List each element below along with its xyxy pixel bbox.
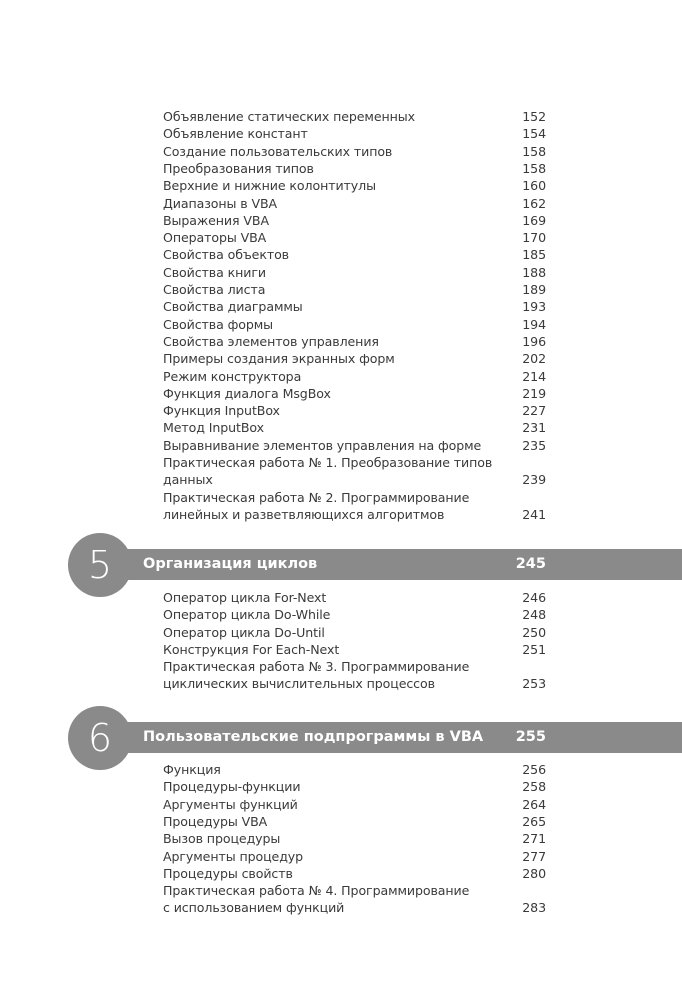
toc-entry-title: Выражения VBA <box>163 212 269 228</box>
toc-entry-page: 253 <box>522 676 546 692</box>
toc-entry-page: 246 <box>522 590 546 605</box>
toc-entry-title: Преобразования типов <box>163 160 314 176</box>
toc-entry-page: 235 <box>522 437 546 453</box>
toc-entry-page: 251 <box>522 641 546 657</box>
toc-entry-page: 158 <box>522 160 546 176</box>
toc-entry-title: Оператор цикла Do-While <box>163 607 331 623</box>
toc-entry-title: Свойства объектов <box>163 247 289 263</box>
toc-entry-multiline <box>163 882 546 917</box>
toc-entry-title-line1: Практическая работа № 2. Программирование <box>163 489 470 505</box>
toc-entry <box>163 402 546 419</box>
toc-entry-title: Метод InputBox <box>163 420 264 436</box>
toc-entry-title-line1: Практическая работа № 3. Программирование <box>163 659 470 675</box>
toc-entry-title: Диапазоны в VBA <box>163 195 278 211</box>
toc-entry-page: 160 <box>522 178 546 194</box>
toc-entry <box>163 350 546 367</box>
toc-entry-page: 154 <box>522 126 546 142</box>
toc-entry-page: 214 <box>522 368 546 384</box>
toc-entry-title: Примеры создания экранных форм <box>163 351 395 367</box>
toc-entry <box>163 848 546 865</box>
toc-entry <box>163 333 546 350</box>
toc-entry <box>163 641 546 658</box>
toc-entry-title: Свойства формы <box>163 316 274 332</box>
chapter-6-title: Пользовательские подпрограммы в VBA <box>143 729 484 745</box>
toc-entry-title: Создание пользовательских типов <box>163 143 393 159</box>
toc-entry-page: 196 <box>522 333 546 349</box>
toc-entry-title: Вызов процедуры <box>163 831 281 847</box>
toc-entry-page: 219 <box>522 385 546 401</box>
toc-entry-title-line2: циклических вычислительных процессов <box>163 676 435 692</box>
toc-entry-title-line2: линейных и разветвляющихся алгоритмов <box>163 506 445 522</box>
toc-entry-page: 248 <box>522 607 546 623</box>
toc-entry <box>163 813 546 830</box>
toc-entry-title: Оператор цикла Do-Until <box>163 624 325 640</box>
toc-entry-title: Аргументы функций <box>163 796 298 812</box>
toc-entry-page: 193 <box>522 299 546 315</box>
toc-entry <box>163 368 546 385</box>
toc-entry <box>163 796 546 813</box>
toc-entry-page: 258 <box>522 779 546 795</box>
toc-entry-page: 280 <box>522 865 546 881</box>
toc-entry <box>163 108 546 125</box>
toc-entry-title: Оператор цикла For-Next <box>163 590 327 605</box>
toc-entry <box>163 865 546 882</box>
toc-entry-page: 158 <box>522 143 546 159</box>
toc-entry-multiline <box>163 658 546 693</box>
toc-entry-page: 185 <box>522 247 546 263</box>
toc-entry-title-line2: с использованием функций <box>163 900 345 916</box>
toc-entry-title: Функция <box>163 762 221 777</box>
toc-entry-page: 271 <box>522 831 546 847</box>
toc-entry-title: Процедуры VBA <box>163 813 268 829</box>
toc-entry <box>163 830 546 847</box>
toc-entry-multiline <box>163 454 546 489</box>
toc-entry-title: Верхние и нижние колонтитулы <box>163 178 376 194</box>
toc-entry <box>163 212 546 229</box>
toc-entry-page: 241 <box>522 506 546 522</box>
chapter-5-number: 5 <box>68 533 132 597</box>
toc-entry-page: 162 <box>522 195 546 211</box>
chapter-6-number: 6 <box>68 706 132 770</box>
toc-entry-title: Выравнивание элементов управления на форме <box>163 437 482 453</box>
toc-entry <box>163 246 546 263</box>
toc-entry <box>163 385 546 402</box>
toc-entry-page: 194 <box>522 316 546 332</box>
toc-entry <box>163 264 546 281</box>
toc-entry-title: Свойства элементов управления <box>163 333 379 349</box>
toc-entry-page: 256 <box>522 762 546 777</box>
toc-entry-page: 152 <box>522 109 546 124</box>
toc-entry <box>163 316 546 333</box>
toc-entry <box>163 143 546 160</box>
toc-entry-title: Режим конструктора <box>163 368 302 384</box>
toc-entry-title: Свойства диаграммы <box>163 299 303 315</box>
toc-entry-page: 265 <box>522 813 546 829</box>
toc-entry <box>163 778 546 795</box>
toc-entry-page: 169 <box>522 212 546 228</box>
toc-entry-title: Процедуры-функции <box>163 779 301 795</box>
toc-entry-page: 231 <box>522 420 546 436</box>
toc-entry-page: 277 <box>522 848 546 864</box>
toc-entry-page: 202 <box>522 351 546 367</box>
toc-entry <box>163 589 546 606</box>
toc-entry <box>163 177 546 194</box>
toc-entry <box>163 761 546 778</box>
toc-entry <box>163 298 546 315</box>
toc-entry-title: Свойства книги <box>163 264 266 280</box>
toc-entry-title: Операторы VBA <box>163 230 267 246</box>
toc-entry-page: 170 <box>522 230 546 246</box>
toc-entry <box>163 437 546 454</box>
toc-entry-title: Функция InputBox <box>163 403 280 419</box>
toc-entry-title: Функция диалога MsgBox <box>163 385 331 401</box>
toc-entry <box>163 229 546 246</box>
toc-entry-page: 227 <box>522 403 546 419</box>
toc-entry <box>163 125 546 142</box>
chapter-5-page: 245 <box>515 556 546 572</box>
toc-entry-page: 189 <box>522 282 546 297</box>
toc-entry-title-line1: Практическая работа № 4. Программирование <box>163 883 470 899</box>
toc-entry-page: 283 <box>522 900 546 916</box>
toc-entry-title: Аргументы процедур <box>163 848 304 864</box>
toc-entry-page: 188 <box>522 264 546 280</box>
toc-entry-title-line2: данных <box>163 472 213 488</box>
toc-entry <box>163 606 546 623</box>
toc-entry-page: 250 <box>522 624 546 640</box>
chapter-5-title: Организация циклов <box>143 556 318 572</box>
toc-entry-title: Свойства листа <box>163 282 266 297</box>
toc-entry-title-line1: Практическая работа № 1. Преобразование типов <box>163 455 493 470</box>
toc-entry <box>163 624 546 641</box>
toc-entry-multiline <box>163 489 546 524</box>
toc-entry-page: 264 <box>522 796 546 812</box>
toc-entry-title: Объявление констант <box>163 126 308 142</box>
toc-entry <box>163 281 546 298</box>
toc-entry <box>163 419 546 436</box>
chapter-6-page: 255 <box>515 729 546 745</box>
toc-entry-title: Конструкция For Each-Next <box>163 641 340 657</box>
toc-entry-page: 239 <box>522 472 546 488</box>
toc-entry <box>163 195 546 212</box>
toc-entry-title: Объявление статических переменных <box>163 109 415 124</box>
toc-entry-title: Процедуры свойств <box>163 865 293 881</box>
toc-entry <box>163 160 546 177</box>
